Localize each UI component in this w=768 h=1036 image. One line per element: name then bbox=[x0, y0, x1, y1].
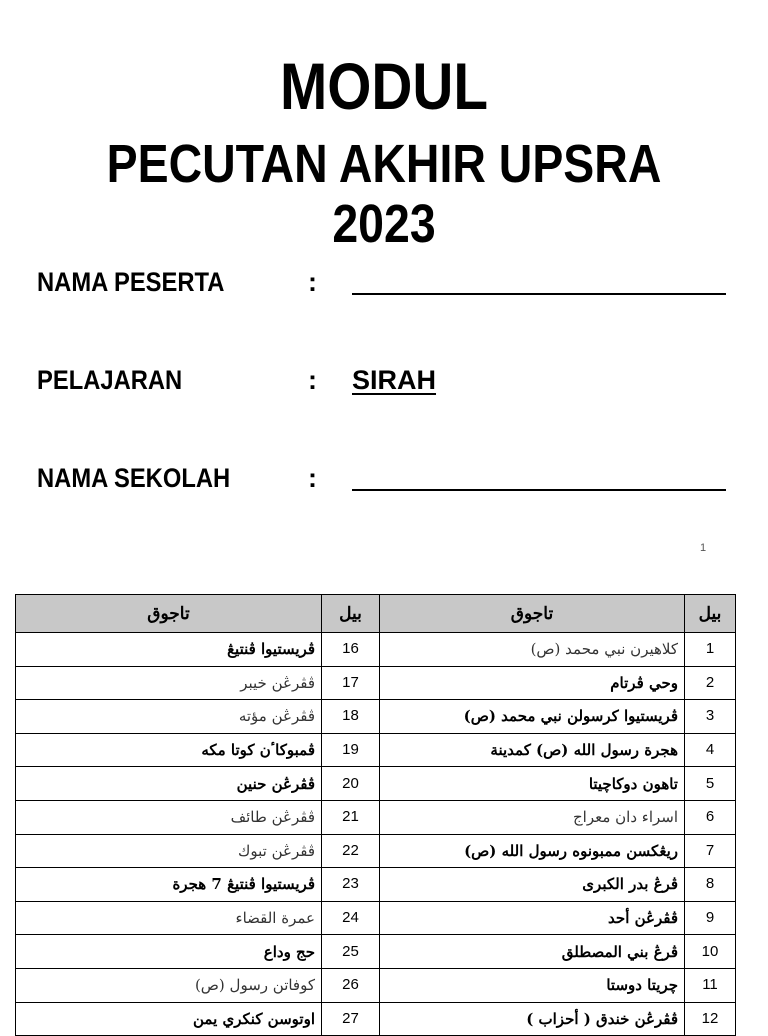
topic-cell-right: ڤڤرڠن خندق ( أحزاب ) bbox=[380, 1002, 685, 1036]
topic-cell-right: اسراء دان معراج bbox=[380, 800, 685, 834]
topics-table bbox=[15, 594, 736, 1036]
topic-cell-right: وحي ڤرتام bbox=[380, 666, 685, 700]
num-cell-right: 1 bbox=[685, 633, 736, 667]
topic-cell-right: كلاهيرن نبي محمد (ص) bbox=[380, 633, 685, 667]
nama-peserta-colon: : bbox=[308, 267, 317, 297]
table-row bbox=[16, 868, 736, 902]
header-num-right: بيل bbox=[685, 595, 736, 633]
table-row bbox=[16, 700, 736, 734]
nama-sekolah-label: NAMA SEKOLAH bbox=[37, 463, 231, 493]
table-row bbox=[16, 767, 736, 801]
table-body bbox=[16, 633, 736, 1036]
topic-cell-left: كوفاتن رسول (ص) bbox=[16, 968, 322, 1002]
nama-sekolah-colon: : bbox=[308, 463, 317, 493]
table-row bbox=[16, 733, 736, 767]
topic-cell-right: تاهون دوكاچيتا bbox=[380, 767, 685, 801]
header-topic-left: تاجوق bbox=[16, 595, 322, 633]
num-cell-left: 17 bbox=[322, 666, 380, 700]
topic-cell-left: ڤڤرڠن حنين bbox=[16, 767, 322, 801]
num-cell-left: 16 bbox=[322, 633, 380, 667]
header-num-left: بيل bbox=[322, 595, 380, 633]
topic-cell-left: ڤڤرڠن خيبر bbox=[16, 666, 322, 700]
num-cell-left: 20 bbox=[322, 767, 380, 801]
table-row bbox=[16, 968, 736, 1002]
num-cell-right: 7 bbox=[685, 834, 736, 868]
topic-cell-left: ڤڤرڠن مؤته bbox=[16, 700, 322, 734]
topic-cell-right: ڤريستيوا كرسولن نبي محمد (ص) bbox=[380, 700, 685, 734]
table-row bbox=[16, 800, 736, 834]
table-row bbox=[16, 666, 736, 700]
topic-cell-right: ڤڤرڠن أحد bbox=[380, 901, 685, 935]
num-cell-left: 22 bbox=[322, 834, 380, 868]
num-cell-right: 12 bbox=[685, 1002, 736, 1036]
num-cell-right: 5 bbox=[685, 767, 736, 801]
topic-cell-left: ڤڤرڠن طائف bbox=[16, 800, 322, 834]
topic-cell-right: ريڠکسن ممبونوه رسول الله (ص) bbox=[380, 834, 685, 868]
table-row bbox=[16, 633, 736, 667]
num-cell-right: 11 bbox=[685, 968, 736, 1002]
document-title: MODUL bbox=[279, 49, 489, 123]
topic-cell-left: ڤمبوكاٴن كوتا مكه bbox=[16, 733, 322, 767]
page-number: 1 bbox=[700, 542, 707, 554]
num-cell-left: 18 bbox=[322, 700, 380, 734]
num-cell-right: 4 bbox=[685, 733, 736, 767]
num-cell-right: 9 bbox=[685, 901, 736, 935]
num-cell-right: 10 bbox=[685, 935, 736, 969]
num-cell-left: 21 bbox=[322, 800, 380, 834]
num-cell-right: 6 bbox=[685, 800, 736, 834]
num-cell-left: 27 bbox=[322, 1002, 380, 1036]
pelajaran-colon: : bbox=[308, 365, 317, 395]
topic-cell-right: ڤرڠ بني المصطلق bbox=[380, 935, 685, 969]
table-row bbox=[16, 834, 736, 868]
num-cell-left: 23 bbox=[322, 868, 380, 902]
topic-cell-left: حج وداع bbox=[16, 935, 322, 969]
num-cell-left: 24 bbox=[322, 901, 380, 935]
table-row bbox=[16, 935, 736, 969]
topic-cell-left: ڤريستيوا ڤنتيڠ 7 هجرة bbox=[16, 868, 322, 902]
topic-cell-left: ڤريستيوا ڤنتيڠ bbox=[16, 633, 322, 667]
topic-cell-right: هجرة رسول الله (ص) كمدينة bbox=[380, 733, 685, 767]
num-cell-left: 25 bbox=[322, 935, 380, 969]
pelajaran-value: SIRAH bbox=[352, 365, 437, 395]
num-cell-right: 2 bbox=[685, 666, 736, 700]
num-cell-left: 26 bbox=[322, 968, 380, 1002]
table-row bbox=[16, 901, 736, 935]
nama-peserta-blank[interactable] bbox=[352, 293, 726, 295]
table-header-row bbox=[16, 595, 736, 633]
header-topic-right: تاجوق bbox=[380, 595, 685, 633]
table-row bbox=[16, 1002, 736, 1036]
topic-cell-left: اوتوسن كنكري يمن bbox=[16, 1002, 322, 1036]
topic-cell-right: ڤرڠ بدر الكبرى bbox=[380, 868, 685, 902]
nama-sekolah-blank[interactable] bbox=[352, 489, 726, 491]
topic-cell-left: ڤڤرڠن تبوك bbox=[16, 834, 322, 868]
num-cell-right: 8 bbox=[685, 868, 736, 902]
nama-peserta-label: NAMA PESERTA bbox=[37, 267, 225, 297]
num-cell-left: 19 bbox=[322, 733, 380, 767]
num-cell-right: 3 bbox=[685, 700, 736, 734]
document-subtitle: PECUTAN AKHIR UPSRA 2023 bbox=[106, 134, 662, 254]
pelajaran-label: PELAJARAN bbox=[37, 365, 183, 395]
topic-cell-left: عمرة القضاء bbox=[16, 901, 322, 935]
topic-cell-right: چريتا دوستا bbox=[380, 968, 685, 1002]
